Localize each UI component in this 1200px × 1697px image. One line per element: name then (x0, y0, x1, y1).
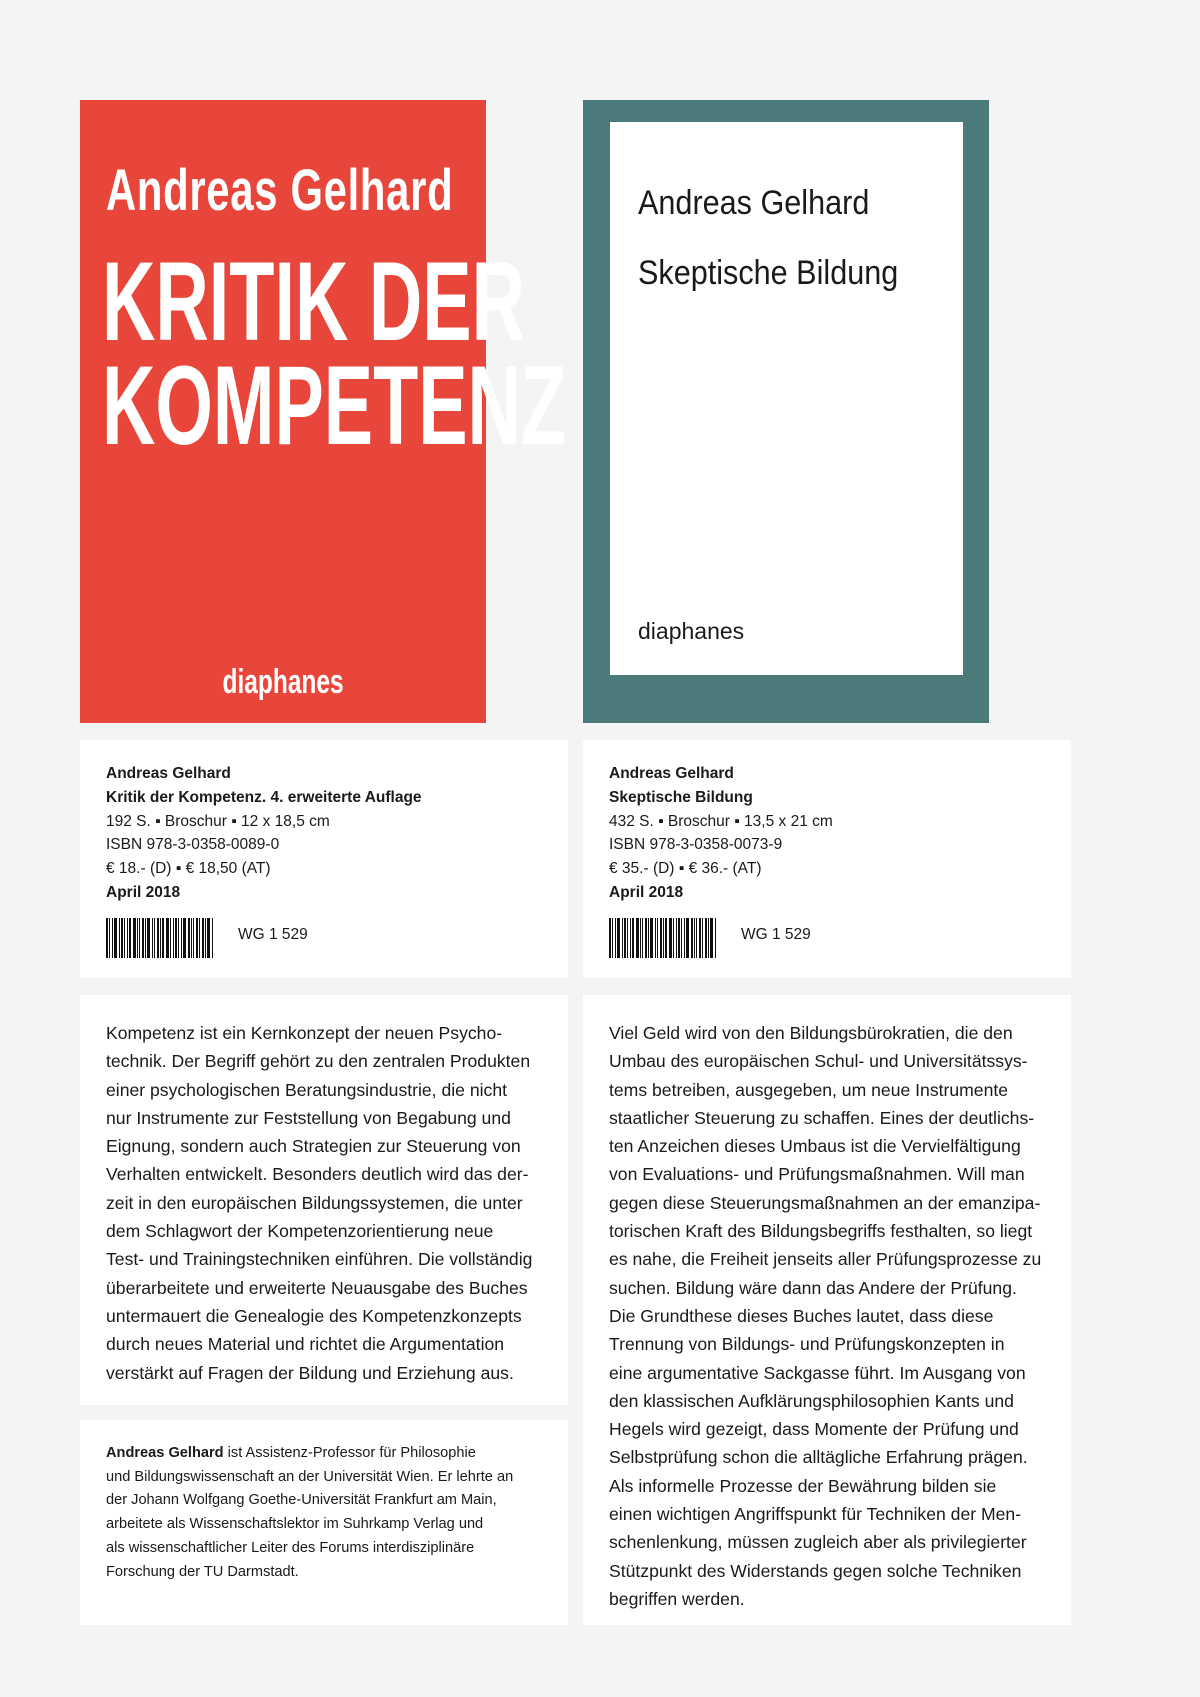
cover-title-line-2: KOMPETENZ (102, 343, 567, 468)
barcode-icon (609, 918, 719, 958)
cover-author: Andreas Gelhard (106, 158, 454, 223)
info-price: € 18.- (D) ▪ € 18,50 (AT) (106, 860, 271, 878)
book-info-panel-2 (583, 740, 1071, 978)
book-cover-kritik-der-kompetenz (80, 100, 567, 723)
info-date: April 2018 (106, 883, 181, 901)
book-description: Kompetenz ist ein Kernkonzept der neuen Psycho- technik. Der Begriff gehört zu den zentralen Produkten einer psychologischen Beratungsindustrie, die nicht nur Instrumente zur Feststellung von Begabung und Eignung, sondern auch Strategien zur Steuerung von Verhalten entwickelt. Besonders deutlich wird das der- zeit in den europäischen Bildungssystemen, die unter dem Schlagwort der Kompetenzorientierung neue Test- und Trainingstechniken einführen. Die vollständig überarbeitete und erweiterte Neuausgabe des Buches untermauert die Genealogie des Kompetenzkonzepts durch neues Material und richtet die Argumentation verstärkt auf Fragen der Bildung und Erziehung aus. (106, 1023, 533, 1383)
cover-publisher (80, 663, 486, 702)
book-description-panel-2 (583, 995, 1071, 1625)
info-wg: WG 1 529 (741, 926, 811, 943)
author-bio-text: ist Assistenz-Professor für Philosophie und Bildungswissenschaft an der Universität Wien. Er lehrte an der Johann Wolfgang Goethe-Universität Frankfurt am Main, arbeitete als Wissenschaftslektor im Suhrkamp Verlag und als wissenschaftlicher Leiter des Forums interdisziplinäre Forschung der TU Darmstadt. (106, 1445, 514, 1580)
info-isbn: ISBN 978-3-0358-0073-9 (609, 836, 783, 854)
author-bio-name: Andreas Gelhard (106, 1445, 224, 1461)
info-pages-format: 432 S. ▪ Broschur ▪ 13,5 x 21 cm (609, 812, 833, 830)
info-pages-format: 192 S. ▪ Broschur ▪ 12 x 18,5 cm (106, 812, 330, 830)
info-price: € 35.- (D) ▪ € 36.- (AT) (609, 860, 762, 878)
cover-publisher: diaphanes (638, 618, 745, 644)
cover-inner-panel (610, 122, 963, 675)
info-title: Kritik der Kompetenz. 4. erweiterte Auflage (106, 788, 422, 806)
barcode-icon (106, 918, 216, 958)
cover-title (102, 239, 567, 468)
cover-author: Andreas Gelhard (638, 184, 870, 222)
info-author: Andreas Gelhard (106, 765, 231, 782)
info-isbn: ISBN 978-3-0358-0089-0 (106, 836, 280, 854)
info-wg: WG 1 529 (238, 926, 308, 943)
book-description-panel-1 (80, 995, 568, 1405)
author-bio (106, 1442, 556, 1584)
book-cover-skeptische-bildung (583, 100, 989, 723)
info-title: Skeptische Bildung (609, 788, 753, 806)
info-author: Andreas Gelhard (609, 765, 734, 782)
book-description: Viel Geld wird von den Bildungsbürokratien, die den Umbau des europäischen Schul- und Universitätssys- tems betreiben, ausgegeben, um neue Instrumente staatlicher Steuerung zu schaffen. Eines der deutlichs- ten Anzeichen dieses Umbaus ist die Vervielfältigung von Evaluations- und Prüfungsmaßnahmen. Will man gegen diese Steuerungsmaßnahmen an der emanzipa- torischen Kraft des Bildungsbegriffs festhalten, so liegt es nahe, die Freiheit jenseits aller Prüfungsprozesse zu suchen. Bildung wäre dann das Andere der Prüfung. Die Grundthese dieses Buches lautet, dass diese Trennung von Bildungs- und Prüfungskonzepten in eine argumentative Sackgasse führt. Im Ausgang von den klassischen Aufklärungsphilosophien Kants und Hegels wird gezeigt, dass Momente der Prüfung und Selbstprüfung schon die alltägliche Erfahrung prägen. Als informelle Prozesse der Bewährung bilden sie einen wichtigen Angriffspunkt für Techniken der Men- schenlenkung, müssen zugleich aber als privilegierter Stützpunkt des Widerstands gegen solche Techniken begriffen werden. (609, 1023, 1042, 1609)
cover-title: Skeptische Bildung (638, 254, 899, 292)
info-date: April 2018 (609, 883, 684, 901)
cover-title-line-1: KRITIK DER (102, 239, 525, 364)
cover-publisher-text: diaphanes (222, 663, 344, 701)
author-bio-panel (80, 1420, 568, 1625)
book-info-panel-1 (80, 740, 568, 978)
